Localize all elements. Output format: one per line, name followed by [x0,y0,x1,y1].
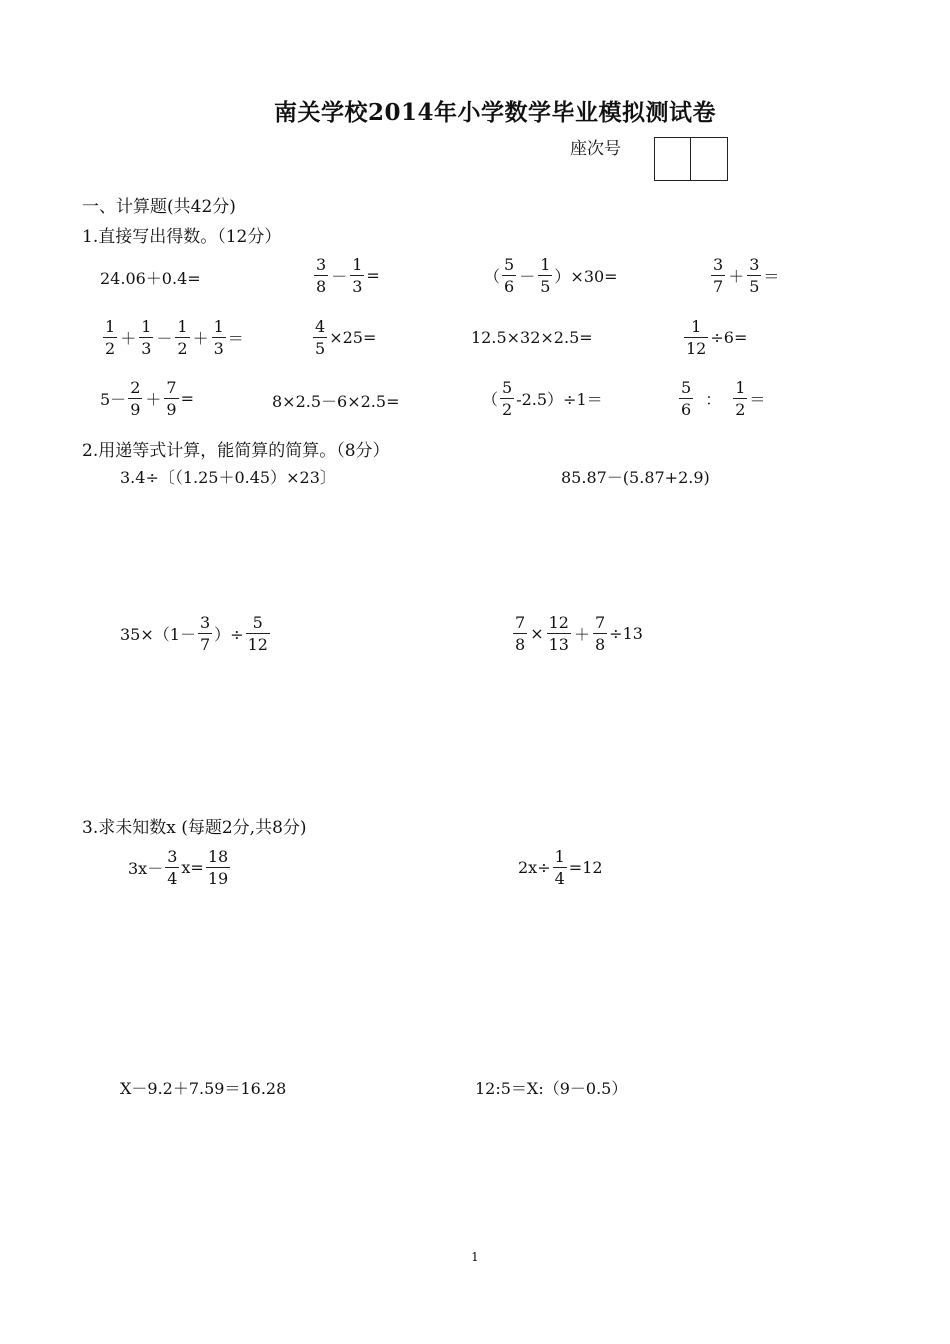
denominator: 3 [352,277,363,296]
numerator: 7 [594,613,606,632]
problem-2-1: 3.4÷〔（1.25＋0.45）×23〕 [120,468,336,487]
seat-number-box [654,137,728,181]
expression-head: 5－ [100,390,127,409]
numerator: 1 [352,255,363,274]
part-2-heading: 2.用递等式计算，能简算的简算。（8分） [82,441,390,461]
fraction [246,612,270,655]
problem-1-4 [709,254,779,297]
fraction [206,846,230,889]
operator: － [156,329,173,348]
numerator: 1 [735,378,746,397]
numerator: 3 [316,255,327,274]
numerator: 7 [166,378,177,397]
problem-1-5 [101,316,244,359]
problem-1-9 [100,377,194,420]
expression-head: 2x÷ [518,858,551,877]
fraction [684,316,708,359]
seat-number-cell-2 [691,138,727,180]
numerator: 7 [515,613,526,632]
operator: ＋ [145,390,162,409]
page-title: 南关学校2014年小学数学毕业模拟测试卷 [273,99,716,126]
numerator: 1 [213,317,224,336]
problem-2-4 [511,612,643,655]
numerator: 5 [502,378,513,397]
expression-tail: ×25= [329,328,377,347]
numerator: 3 [713,255,724,274]
denominator: 5 [315,339,326,358]
problem-3-1 [128,846,232,889]
part-1-heading: 1.直接写出得数。（12分） [82,227,282,247]
fraction [547,612,571,655]
expression-head: 3x－ [128,859,164,878]
denominator: 5 [749,277,760,296]
fraction [313,316,327,359]
numerator: 1 [141,317,152,336]
equals: ＝ [763,267,780,286]
denominator: 5 [540,277,551,296]
fraction [164,377,178,420]
operator: × [530,624,544,643]
problem-3-4: 12:5＝X:（9－0.5） [475,1079,628,1098]
problem-3-2 [518,846,603,889]
page-number: 1 [471,1250,479,1264]
open-paren: （ [484,267,501,286]
expression-tail: ÷13 [609,624,643,643]
numerator: 18 [207,847,229,866]
fraction [593,612,607,655]
denominator: 19 [207,869,229,888]
denominator: 2 [502,400,513,419]
problem-1-7: 12.5×32×2.5= [471,328,593,347]
denominator: 9 [130,400,141,419]
denominator: 2 [105,339,116,358]
numerator: 3 [167,847,178,866]
fraction [747,254,761,297]
expression-tail: -2.5）÷1＝ [516,390,603,409]
problem-1-6 [311,316,376,359]
numerator: 1 [540,255,551,274]
denominator: 4 [167,869,178,888]
problem-2-2: 85.87－(5.87+2.9) [561,468,710,487]
problem-1-2 [312,254,380,297]
denominator: 2 [735,400,746,419]
problem-1-1: 24.06＋0.4= [100,269,201,288]
fraction [711,254,725,297]
fraction [314,254,328,297]
section-1-heading: 一、计算题(共42分) [82,197,236,217]
expression-tail: ÷6= [710,328,748,347]
fraction [733,377,747,420]
problem-1-10: 8×2.5－6×2.5= [272,392,400,411]
denominator: 6 [681,400,692,419]
seat-number-cell-1 [655,138,691,180]
equals: = [366,266,380,285]
fraction [500,377,514,420]
fraction [198,612,212,655]
expression-tail: =12 [568,858,603,877]
denominator: 7 [713,277,724,296]
fraction [103,316,117,359]
denominator: 12 [247,635,268,654]
operator: － [331,267,348,286]
denominator: 6 [504,277,515,296]
denominator: 13 [548,635,569,654]
equals: ＝ [749,390,766,409]
fraction [553,846,567,889]
numerator: 5 [681,378,692,397]
problem-2-3 [120,612,272,655]
denominator: 2 [177,339,188,358]
denominator: 4 [554,869,565,888]
operator: ＋ [728,267,745,286]
numerator: 2 [130,378,141,397]
denominator: 8 [316,277,327,296]
fraction [502,254,516,297]
ratio-colon: ： [705,390,722,409]
fraction [175,316,189,359]
numerator: 5 [504,255,515,274]
problem-1-8 [682,316,747,359]
equals: = [180,389,194,408]
fraction [513,612,527,655]
denominator: 9 [166,400,177,419]
operator: － [519,267,536,286]
numerator: 3 [199,613,211,632]
problem-1-12 [677,377,765,420]
problem-1-11 [482,377,603,420]
fraction [350,254,364,297]
numerator: 5 [252,613,263,632]
expression-head: 35×（1－ [120,625,196,644]
denominator: 7 [199,635,211,654]
denominator: 3 [141,339,152,358]
fraction [212,316,226,359]
fraction [128,377,142,420]
expression-middle: x= [181,858,204,877]
expression-tail: ）×30= [554,267,618,286]
expression-middle: ）÷ [214,625,244,644]
numerator: 1 [177,317,188,336]
open-paren: （ [482,390,499,409]
numerator: 4 [315,317,326,336]
fraction [679,377,693,420]
denominator: 8 [515,635,526,654]
denominator: 8 [594,635,606,654]
numerator: 1 [105,317,116,336]
operator: ＋ [573,625,590,644]
fraction [538,254,552,297]
part-3-heading: 3.求未知数x (每题2分,共8分) [82,818,307,838]
numerator: 12 [548,613,569,632]
denominator: 3 [213,339,224,358]
problem-1-3 [484,254,618,297]
denominator: 12 [686,339,707,358]
fraction [139,316,153,359]
seat-number-label: 座次号 [570,139,621,159]
numerator: 3 [749,255,760,274]
numerator: 1 [554,847,565,866]
equals: ＝ [227,329,244,348]
problem-3-3: X－9.2＋7.59＝16.28 [120,1079,287,1098]
fraction [165,846,179,889]
operator: ＋ [192,329,209,348]
numerator: 1 [691,317,702,336]
operator: ＋ [120,329,137,348]
